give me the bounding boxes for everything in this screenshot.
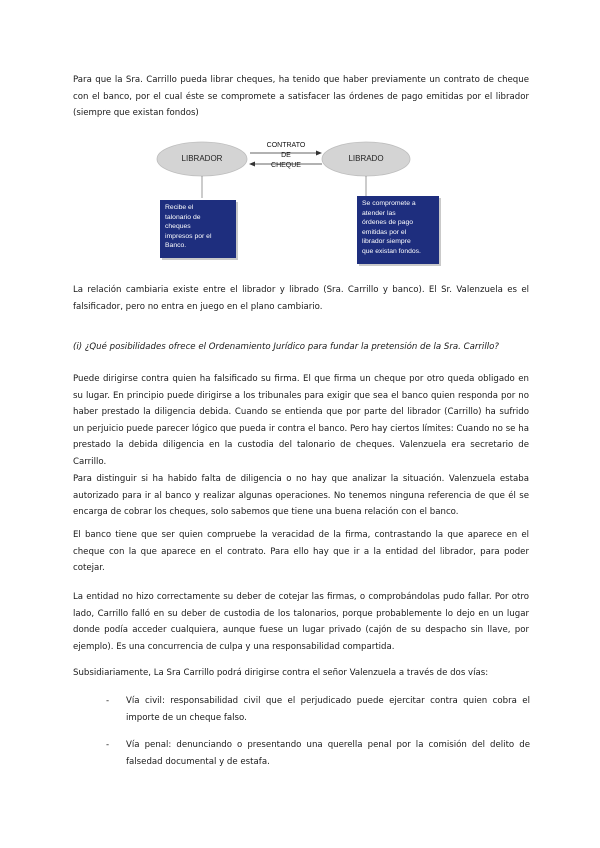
list-dash: -: [106, 740, 110, 750]
list-dash: -: [106, 696, 110, 706]
paragraph-3: El banco tiene que ser quien compruebe la veracidad de la firma, contrastando la que aparece en el cheque con la que aparece en el contrato. Para ello hay que ir a la entidad del librador, para poder cotejar.: [73, 530, 529, 574]
list-text: Vía civil: responsabilidad civil que el perjudicado puede ejercitar contra quien cobra el importe de un cheque falso.: [126, 696, 530, 723]
question-heading: (i) ¿Qué posibilidades ofrece el Ordenamiento Jurídico para fundar la pretensión de la Sra. Carrillo?: [73, 342, 499, 352]
librado-label: LIBRADO: [348, 154, 384, 163]
paragraph-1: Puede dirigirse contra quien ha falsificado su firma. El que firma un cheque por otro queda obligado en su lugar. En principio puede dirigirse a los tribunales para exigir que sea el banco quien responda por no haber prestado la diligencia debida. Cuando se entienda que por parte del librador (Carrillo) ha sufrido un perjuicio puede parecer lógico que pueda ir contra el banco. Pero hay ciertos límites: Cuando no se ha prestado la debida diligencia en la custodia del talonario de cheques. Valenzuela era secretario de Carrillo.: [73, 374, 529, 467]
paragraph-5: Subsidiariamente, La Sra Carrillo podrá dirigirse contra el señor Valenzuela a través de dos vías:: [73, 668, 489, 678]
contract-label: CONTRATO DE CHEQUE: [266, 142, 306, 169]
librador-box: Recibe el talonario de cheques impresos por el Banco.: [160, 200, 236, 258]
contract-diagram: [150, 138, 450, 268]
paragraph-2: Para distinguir si ha habido falta de diligencia o no hay que analizar la situación. Valenzuela estaba autorizado para ir al banco y realizar algunas operaciones. No tenemos ninguna referencia de que él se encarga de cobrar los cheques, solo sabemos que tiene una buena relación con el banco.: [73, 474, 529, 518]
intro-paragraph: Para que la Sra. Carrillo pueda librar cheques, ha tenido que haber previamente un contrato de cheque con el banco, por el cual éste se compromete a satisfacer las órdenes de pago emitidas por el librador (siempre que existan fondos): [73, 75, 529, 119]
relation-paragraph: La relación cambiaria existe entre el librador y librado (Sra. Carrillo y banco). El Sr. Valenzuela es el falsificador, pero no entra en juego en el plano cambiario.: [73, 285, 529, 312]
librador-label: LIBRADOR: [181, 154, 223, 163]
librado-box: Se compromete a atender las órdenes de pago emitidas por el librador siempre que existan fondos.: [357, 196, 439, 264]
list-text: Vía penal: denunciando o presentando una querella penal por la comisión del delito de falsedad documental y de estafa.: [126, 740, 530, 767]
paragraph-4: La entidad no hizo correctamente su deber de cotejar las firmas, o comprobándolas pudo fallar. Por otro lado, Carrillo falló en su deber de custodia de los talonarios, porque probablemente lo dejo en un lugar donde podía acceder cualquiera, aunque fuese un lugar privado (cajón de su despacho sin llave, por ejemplo). Es una concurrencia de culpa y una responsabilidad compartida.: [73, 592, 529, 652]
